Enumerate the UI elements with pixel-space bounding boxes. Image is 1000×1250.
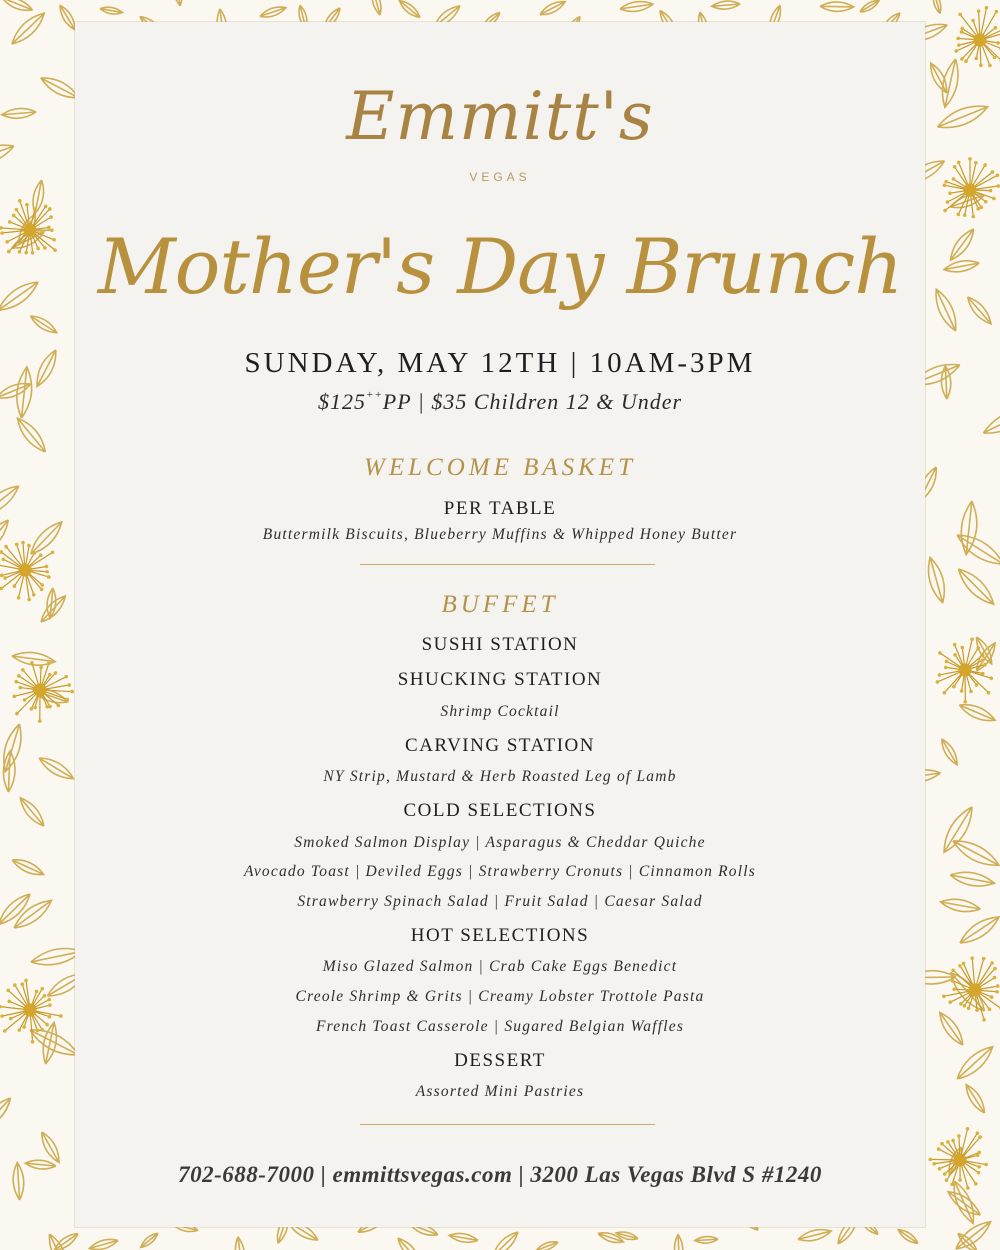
- cold-item: Avocado Toast | Deviled Eggs | Strawberry Cronuts | Cinnamon Rolls: [244, 863, 756, 880]
- page-title: Mother's Day Brunch: [97, 222, 903, 311]
- leaf-ornament: [260, 7, 286, 17]
- leaf-ornament: [31, 316, 57, 333]
- leaf-ornament: [493, 1232, 518, 1250]
- leaf-ornament: [0, 1098, 11, 1129]
- leaf-ornament: [42, 1132, 59, 1163]
- flower-ornament: [943, 157, 1000, 218]
- station-carving: CARVING STATION: [405, 735, 595, 756]
- leaf-ornament: [173, 0, 183, 6]
- leaf-ornament: [372, 0, 381, 15]
- divider: [360, 1124, 655, 1125]
- dessert-heading: DESSERT: [454, 1050, 546, 1071]
- station-sushi: SUSHI STATION: [421, 634, 579, 655]
- leaf-ornament: [449, 1233, 478, 1242]
- leaf-ornament: [60, 5, 75, 30]
- leaf-ornament: [12, 13, 44, 44]
- leaf-ornament: [141, 1233, 158, 1247]
- dessert-item: Assorted Mini Pastries: [415, 1083, 585, 1100]
- leaf-ornament: [540, 2, 565, 15]
- leaf-ornament: [933, 0, 940, 14]
- hot-selections-heading: HOT SELECTIONS: [410, 925, 590, 946]
- leaf-ornament: [712, 1, 740, 9]
- logo-subtitle: VEGAS: [469, 170, 531, 184]
- leaf-ornament: [898, 1230, 918, 1244]
- leaf-ornament: [820, 2, 854, 11]
- price-adult: $125: [317, 389, 366, 414]
- leaf-ornament: [398, 1238, 420, 1250]
- leaf-ornament: [798, 1230, 831, 1241]
- menu-card: [75, 22, 925, 1227]
- carving-item: NY Strip, Mustard & Herb Roasted Leg of Lamb: [323, 768, 677, 785]
- hot-item: Miso Glazed Salmon | Crab Cake Eggs Benedict: [322, 958, 678, 975]
- hot-item: Creole Shrimp & Grits | Creamy Lobster Trottole Pasta: [295, 988, 705, 1005]
- shucking-item: Shrimp Cocktail: [440, 703, 560, 720]
- cold-item: Strawberry Spinach Salad | Fruit Salad | Caesar Salad: [297, 893, 703, 910]
- footer-contact: 702-688-7000 | emmittsvegas.com | 3200 Las Vegas Blvd S #1240: [178, 1162, 822, 1187]
- section-heading-buffet: BUFFET: [441, 591, 559, 618]
- leaf-ornament: [860, 0, 879, 11]
- divider: [360, 564, 655, 565]
- leaf-ornament: [235, 1237, 244, 1250]
- leaf-ornament: [17, 418, 45, 452]
- leaf-ornament: [89, 1239, 118, 1249]
- event-date-time: SUNDAY, MAY 12TH | 10AM-3PM: [244, 347, 756, 379]
- leaf-ornament: [2, 0, 33, 10]
- leaf-ornament: [399, 1, 420, 18]
- welcome-item: Buttermilk Biscuits, Blueberry Muffins & Whipped Honey Butter: [262, 526, 738, 543]
- welcome-subheading: PER TABLE: [443, 498, 557, 519]
- hot-item: French Toast Casserole | Sugared Belgian Waffles: [315, 1018, 685, 1035]
- event-price: [0, 389, 1000, 415]
- leaf-ornament: [620, 2, 653, 12]
- cold-item: Smoked Salmon Display | Asparagus & Cheddar Quiche: [294, 834, 706, 851]
- flower-ornament: [954, 6, 1000, 67]
- station-shucking: SHUCKING STATION: [397, 669, 603, 690]
- price-rest: PP | $35 Children 12 & Under: [382, 389, 683, 414]
- leaf-ornament: [948, 1192, 980, 1215]
- leaf-ornament: [536, 1242, 558, 1250]
- section-heading-welcome: WELCOME BASKET: [364, 454, 636, 481]
- cold-selections-heading: COLD SELECTIONS: [403, 800, 597, 821]
- leaf-ornament: [695, 1237, 718, 1244]
- price-mark: ++: [365, 388, 383, 401]
- leaf-ornament: [675, 1234, 683, 1250]
- logo: Emmitt's: [346, 78, 654, 155]
- leaf-ornament: [100, 7, 123, 14]
